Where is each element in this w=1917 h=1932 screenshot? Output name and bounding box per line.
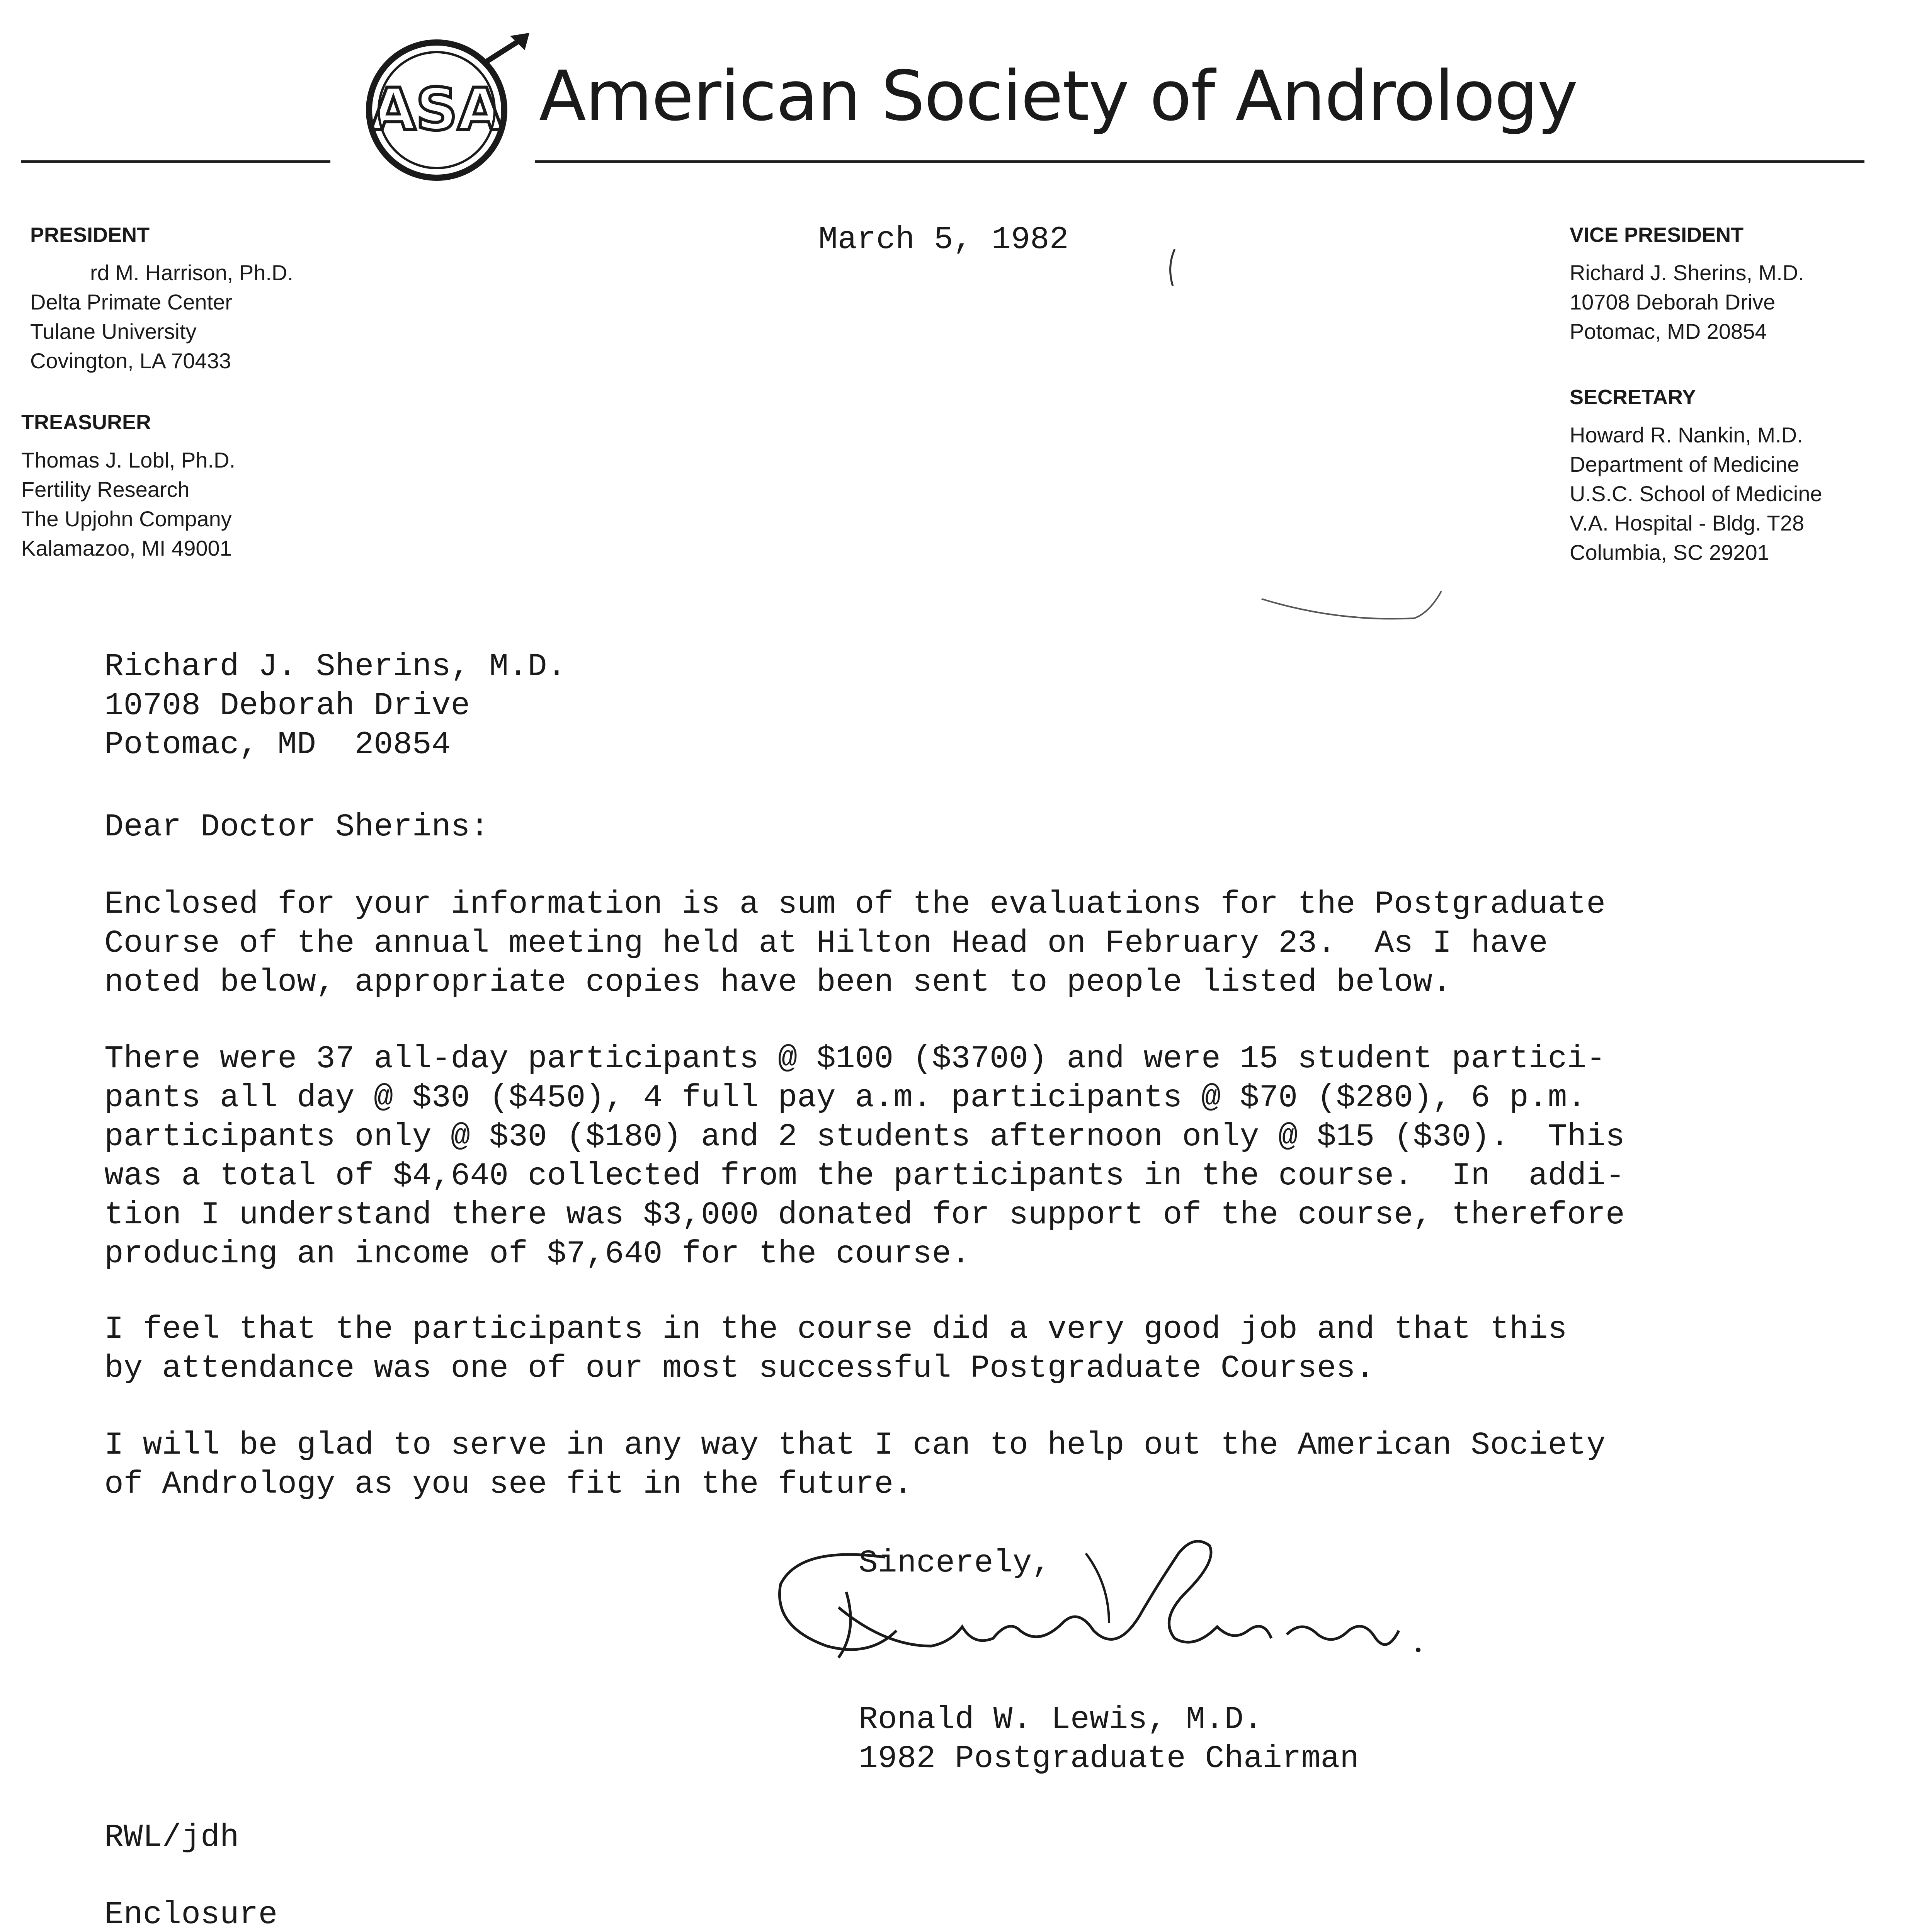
secretary-role: SECRETARY [1570,386,1696,409]
treasurer-role: TREASURER [21,411,151,434]
paragraph-line: producing an income of $7,640 for the course. [104,1236,971,1272]
vice-president-block [1570,220,1804,346]
paragraph-line: Enclosed for your information is a sum of the evaluations for the Postgraduate [104,886,1606,922]
paragraph-line: was a total of $4,640 collected from the participants in the course. In addi- [104,1158,1625,1194]
salutation: Dear Doctor Sherins: [104,809,490,845]
president-line: Covington, LA 70433 [30,349,231,373]
recipient-line: Richard J. Sherins, M.D. [104,648,566,685]
paragraph-line: participants only @ $30 ($180) and 2 students afternoon only @ $15 ($30). This [104,1119,1625,1155]
header-rule-left [21,160,330,163]
closing: Sincerely, [859,1545,1051,1581]
secretary-line: U.S.C. School of Medicine [1570,481,1822,506]
vice-president-line: 10708 Deborah Drive [1570,290,1776,314]
paragraph-line: tion I understand there was $3,000 donated for support of the course, therefore [104,1197,1625,1233]
pen-mark-icon [1159,247,1182,290]
paragraph-line: Course of the annual meeting held at Hilton Head on February 23. As I have [104,925,1548,961]
signer-block [859,1700,1359,1778]
recipient-address [104,647,566,764]
treasurer-line: Kalamazoo, MI 49001 [21,536,232,560]
treasurer-block [21,408,235,563]
vice-president-line: Potomac, MD 20854 [1570,319,1767,344]
pen-stroke-icon [1260,583,1445,626]
treasurer-line: The Upjohn Company [21,507,232,531]
signer-name: Ronald W. Lewis, M.D. [859,1701,1263,1738]
enclosure-note: Enclosure [104,1896,278,1932]
reference-initials: RWL/jdh [104,1819,239,1855]
paragraph-line: pants all day @ $30 ($450), 4 full pay a.m. participants @ $70 ($280), 6 p.m. [104,1080,1587,1116]
treasurer-line: Fertility Research [21,477,190,502]
body-paragraph [104,1426,1606,1504]
recipient-line: 10708 Deborah Drive [104,687,470,724]
body-paragraph [104,1310,1567,1388]
paragraph-line: There were 37 all-day participants @ $100 ($3700) and were 15 student partici- [104,1041,1606,1077]
secretary-line: Columbia, SC 29201 [1570,540,1769,565]
secretary-block [1570,383,1822,567]
vice-president-line: Richard J. Sherins, M.D. [1570,260,1804,285]
paragraph-line: by attendance was one of our most successful Postgraduate Courses. [104,1350,1375,1386]
paragraph-line: of Andrology as you see fit in the future. [104,1466,913,1502]
letter-date: March 5, 1982 [818,221,1069,258]
president-block [30,220,293,376]
body-paragraph [104,1039,1625,1274]
secretary-line: Department of Medicine [1570,452,1800,476]
paragraph-line: I will be glad to serve in any way that I can to help out the American Society [104,1427,1606,1463]
president-line: Tulane University [30,319,197,344]
treasurer-line: Thomas J. Lobl, Ph.D. [21,448,236,472]
president-role: PRESIDENT [30,223,150,247]
paragraph-line: I feel that the participants in the course did a very good job and that this [104,1311,1567,1347]
asa-logo-icon [356,33,537,187]
secretary-line: V.A. Hospital - Bldg. T28 [1570,511,1805,535]
president-line: Delta Primate Center [30,290,232,314]
header-rule-right [535,160,1864,163]
society-name: American Society of Andrology [539,56,1577,136]
handwritten-signature-icon [769,1530,1434,1716]
recipient-line: Potomac, MD 20854 [104,726,451,763]
paragraph-line: noted below, appropriate copies have been sent to people listed below. [104,964,1452,1000]
signer-title: 1982 Postgraduate Chairman [859,1740,1359,1777]
secretary-line: Howard R. Nankin, M.D. [1570,423,1803,447]
president-line: rd M. Harrison, Ph.D. [90,260,293,285]
body-paragraph [104,885,1606,1002]
logo-text: ASA [371,76,503,143]
vice-president-role: VICE PRESIDENT [1570,223,1744,247]
